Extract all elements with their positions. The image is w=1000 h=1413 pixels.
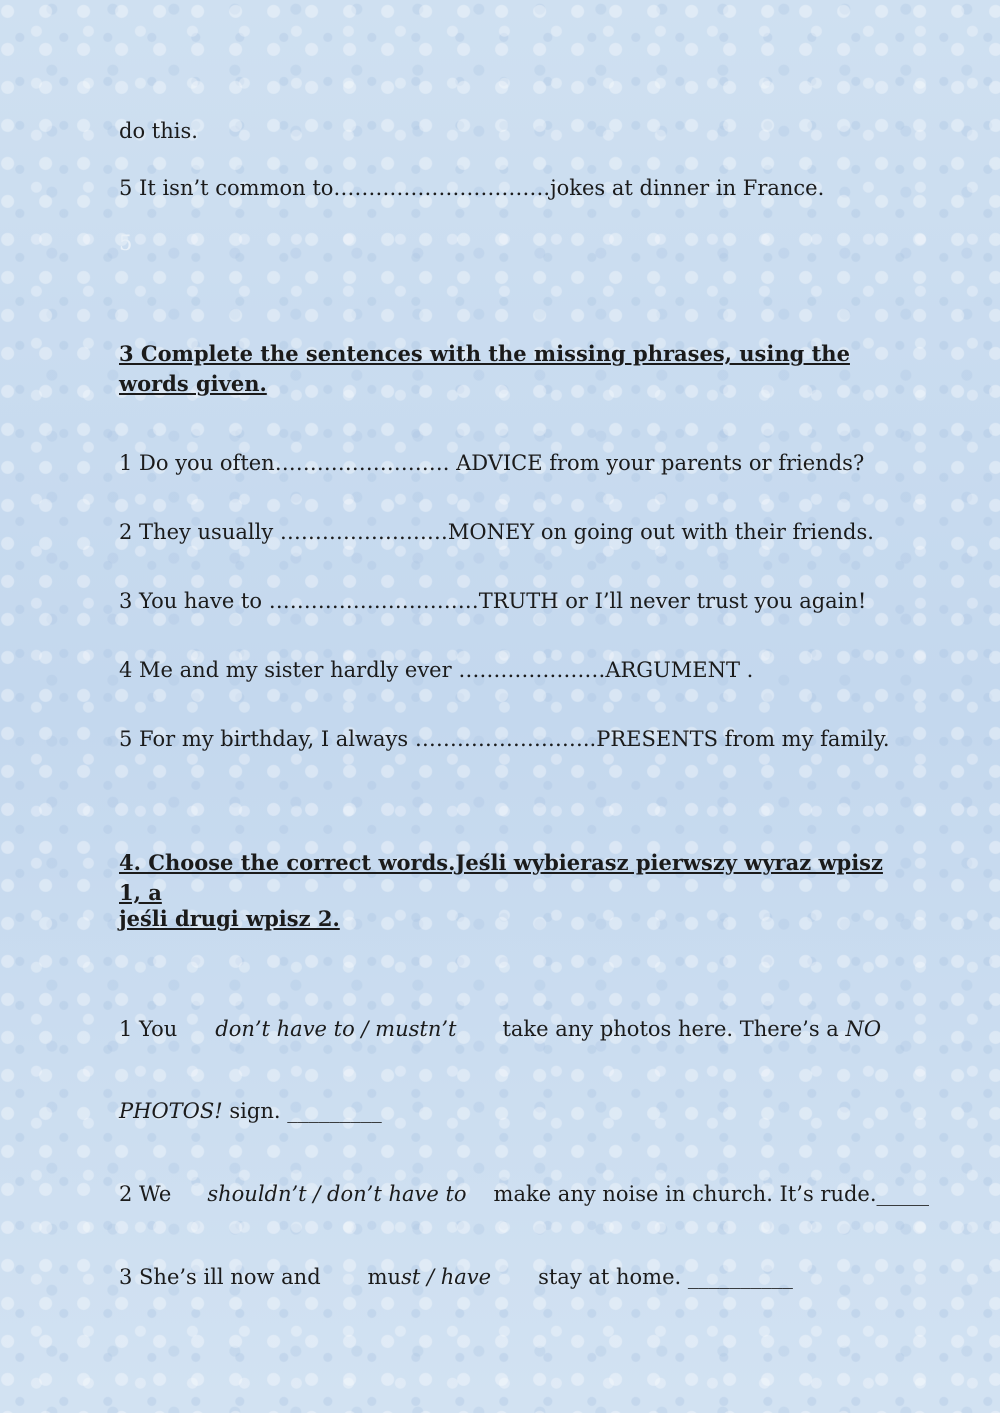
keyword: ARGUMENT: [605, 658, 740, 682]
ex3-heading: [119, 339, 879, 399]
word-options: shouldn’t / don’t have to: [207, 1182, 467, 1206]
word-options: don’t have to / mustn’t: [215, 1017, 457, 1041]
keyword: TRUTH: [478, 589, 559, 613]
faint-number-text: 5: [119, 231, 133, 255]
sentence-end: on going out with their friends.: [534, 520, 874, 544]
sentence-rest: take any photos here. There’s a: [502, 1017, 846, 1041]
ex4-heading-text-1: 4. Choose the correct words.Jeśli wybierasz pierwszy wyraz wpisz 1, a: [119, 850, 883, 905]
ex3-item-1: [119, 453, 864, 474]
word-options-start: mu: [367, 1265, 402, 1289]
answer-blank[interactable]: …………………………: [268, 589, 479, 613]
ex3-item-4: [119, 660, 753, 681]
ex4-item-3: [119, 1267, 793, 1288]
sentence-rest: make any noise in church. It’s rude._____: [493, 1182, 930, 1206]
ex2-continuation: [119, 121, 198, 142]
ex2-item-5-end: jokes at dinner in France.: [550, 176, 825, 200]
ex2-continuation-text: do this.: [119, 119, 198, 143]
sentence-rest-italic: NO: [845, 1017, 882, 1041]
answer-blank[interactable]: ……………………: [279, 520, 448, 544]
sentence-start: 1 You: [119, 1017, 178, 1041]
sign-text: PHOTOS!: [119, 1099, 223, 1123]
sentence-start: 2 They usually: [119, 520, 280, 544]
ex3-item-5: [119, 729, 890, 750]
ex3-heading-text: 3 Complete the sentences with the missing phrases, using the words given.: [119, 341, 850, 396]
sentence-end: from my family.: [717, 727, 890, 751]
keyword: PRESENTS: [596, 727, 718, 751]
sentence-end: .: [740, 658, 754, 682]
sentence-start: 3 You have to: [119, 589, 269, 613]
answer-blank[interactable]: …………………: [458, 658, 606, 682]
ex4-item-1-continuation: [119, 1101, 382, 1122]
sentence-rest: stay at home. __________: [538, 1265, 793, 1289]
answer-blank[interactable]: …………………….: [274, 451, 457, 475]
ex4-heading-line-2: [119, 904, 879, 934]
sentence-end: from your parents or friends?: [549, 451, 865, 475]
ex2-item-5: [119, 178, 824, 199]
sentence-start: 2 We: [119, 1182, 172, 1206]
faint-number: [119, 233, 132, 254]
sentence-end: or I’ll never trust you again!: [558, 589, 867, 613]
ex4-heading-text-2: jeśli drugi wpisz 2.: [119, 906, 340, 931]
keyword: ADVICE: [456, 451, 550, 475]
answer-blank[interactable]: ……………………..: [414, 727, 597, 751]
sentence-start: 1 Do you often: [119, 451, 275, 475]
ex3-item-3: [119, 591, 866, 612]
sentence-start: 4 Me and my sister hardly ever: [119, 658, 459, 682]
keyword: MONEY: [447, 520, 535, 544]
answer-blank[interactable]: ………………………….: [333, 176, 551, 200]
sentence-start: 5 For my birthday, I always: [119, 727, 415, 751]
answer-blank[interactable]: sign. _________: [222, 1099, 382, 1123]
sentence-start: 3 She’s ill now and: [119, 1265, 321, 1289]
ex2-item-5-start: 5 It isn’t common to: [119, 176, 334, 200]
ex3-item-2: [119, 522, 874, 543]
word-options: st / have: [401, 1265, 492, 1289]
ex4-item-2: [119, 1184, 929, 1205]
ex4-item-1: [119, 1019, 881, 1040]
ex4-heading-line-1: [119, 848, 899, 908]
